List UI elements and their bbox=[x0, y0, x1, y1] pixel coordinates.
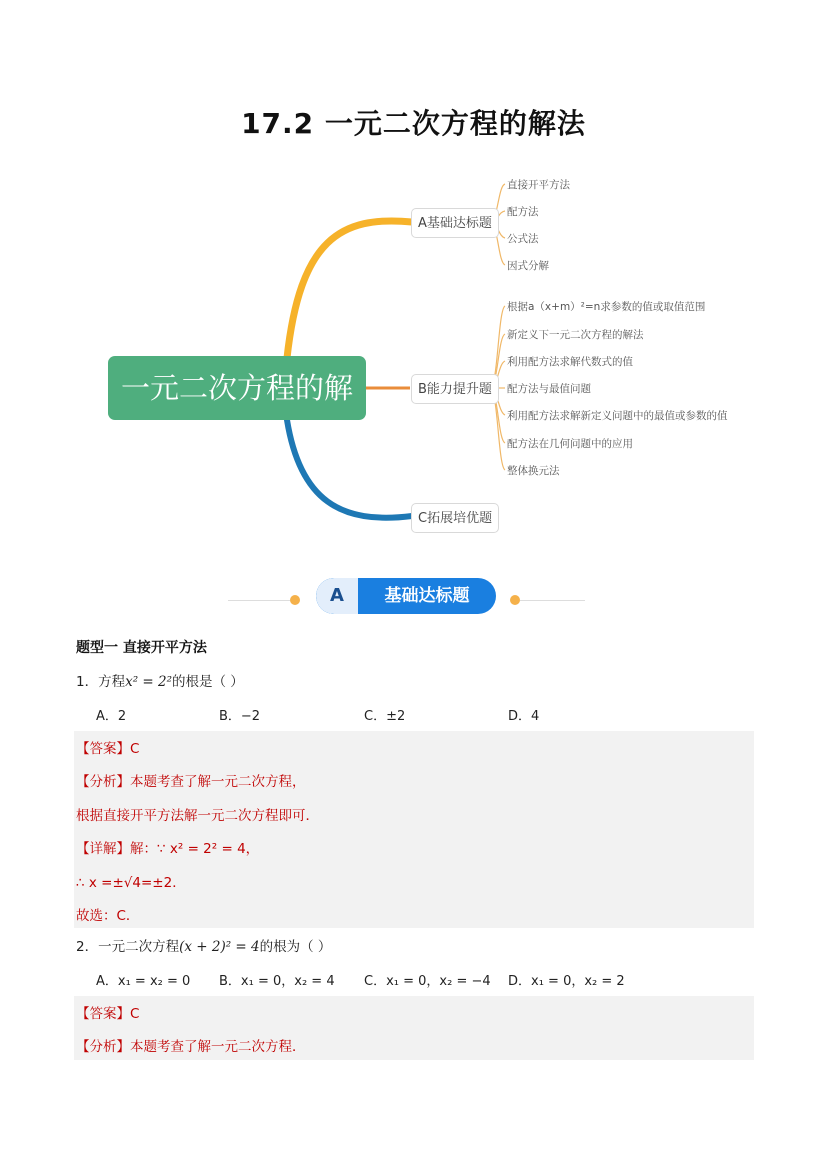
mindmap-leaf: 根据a（x+m）²=n求参数的值或取值范围 bbox=[507, 301, 706, 313]
section-divider-left bbox=[228, 600, 290, 601]
mindmap-leaf: 直接开平方法 bbox=[507, 179, 570, 191]
mindmap-leaf: 利用配方法求解新定义问题中的最值或参数的值 bbox=[507, 410, 728, 422]
mindmap-branch-a: A基础达标题 bbox=[411, 208, 499, 238]
mindmap-central-node: 一元二次方程的解法 bbox=[108, 356, 366, 420]
question-1-option-c: C．±2 bbox=[364, 709, 406, 724]
stem-text: 2．一元二次方程 bbox=[76, 939, 180, 955]
mindmap-leaf: 新定义下一元二次方程的解法 bbox=[507, 329, 644, 341]
mindmap-leaf: 配方法与最值问题 bbox=[507, 383, 591, 395]
question-1-stem bbox=[76, 670, 244, 690]
section-label: 基础达标题 bbox=[384, 586, 470, 606]
stem-equation: (x + 2)² = 4 bbox=[179, 939, 260, 955]
question-1-answer-box bbox=[74, 731, 754, 928]
branch-a-curve bbox=[287, 221, 412, 358]
question-2-option-c: C．x₁ = 0，x₂ = −4 bbox=[364, 974, 491, 989]
mindmap-branch-b: B能力提升题 bbox=[411, 374, 499, 404]
question-2-option-d: D．x₁ = 0，x₂ = 2 bbox=[508, 974, 625, 989]
section-dot-right bbox=[510, 595, 520, 605]
mindmap-connectors bbox=[0, 0, 827, 560]
mindmap-leaf: 配方法 bbox=[507, 206, 539, 218]
page-title: 17.2 一元二次方程的解法 bbox=[241, 107, 586, 140]
question-1-answer: 【答案】C bbox=[76, 741, 140, 757]
question-1-analysis-cont: 根据直接开平方法解一元二次方程即可． bbox=[76, 808, 319, 824]
stem-text: 1．方程 bbox=[76, 674, 126, 690]
question-type-heading: 题型一 直接开平方法 bbox=[76, 640, 207, 656]
section-dot-left bbox=[290, 595, 300, 605]
section-letter: A bbox=[316, 578, 358, 614]
question-2-answer: 【答案】C bbox=[76, 1006, 140, 1022]
stem-text: 的根为（ ） bbox=[259, 939, 332, 955]
question-1-choice: 故选：C． bbox=[76, 908, 140, 924]
question-2-option-b: B．x₁ = 0，x₂ = 4 bbox=[219, 974, 335, 989]
mindmap-leaf: 因式分解 bbox=[507, 260, 549, 272]
question-1-option-b: B．−2 bbox=[219, 709, 261, 724]
stem-equation: x² = 2² bbox=[125, 674, 173, 690]
question-1-option-a: A．2 bbox=[96, 709, 127, 724]
mindmap-leaf: 公式法 bbox=[507, 233, 539, 245]
question-1-detail: 【详解】解：∵ x² = 2² = 4， bbox=[76, 841, 260, 857]
stem-text: 的根是（ ） bbox=[172, 674, 244, 690]
question-1-option-d: D．4 bbox=[508, 709, 540, 724]
mindmap-leaf: 利用配方法求解代数式的值 bbox=[507, 356, 633, 368]
question-1-step: ∴ x =±√4=±2． bbox=[76, 875, 186, 891]
question-2-analysis: 【分析】本题考查了解一元二次方程． bbox=[76, 1039, 306, 1055]
section-divider-right bbox=[520, 600, 585, 601]
section-header bbox=[316, 578, 496, 614]
mindmap-branch-c: C拓展培优题 bbox=[411, 503, 499, 533]
question-1-analysis: 【分析】本题考查了解一元二次方程， bbox=[76, 774, 306, 790]
question-2-stem bbox=[76, 935, 331, 955]
question-2-option-a: A．x₁ = x₂ = 0 bbox=[96, 974, 191, 989]
mindmap-leaf: 配方法在几何问题中的应用 bbox=[507, 438, 633, 450]
branch-c-curve bbox=[287, 420, 412, 518]
mindmap-leaf: 整体换元法 bbox=[507, 465, 560, 477]
